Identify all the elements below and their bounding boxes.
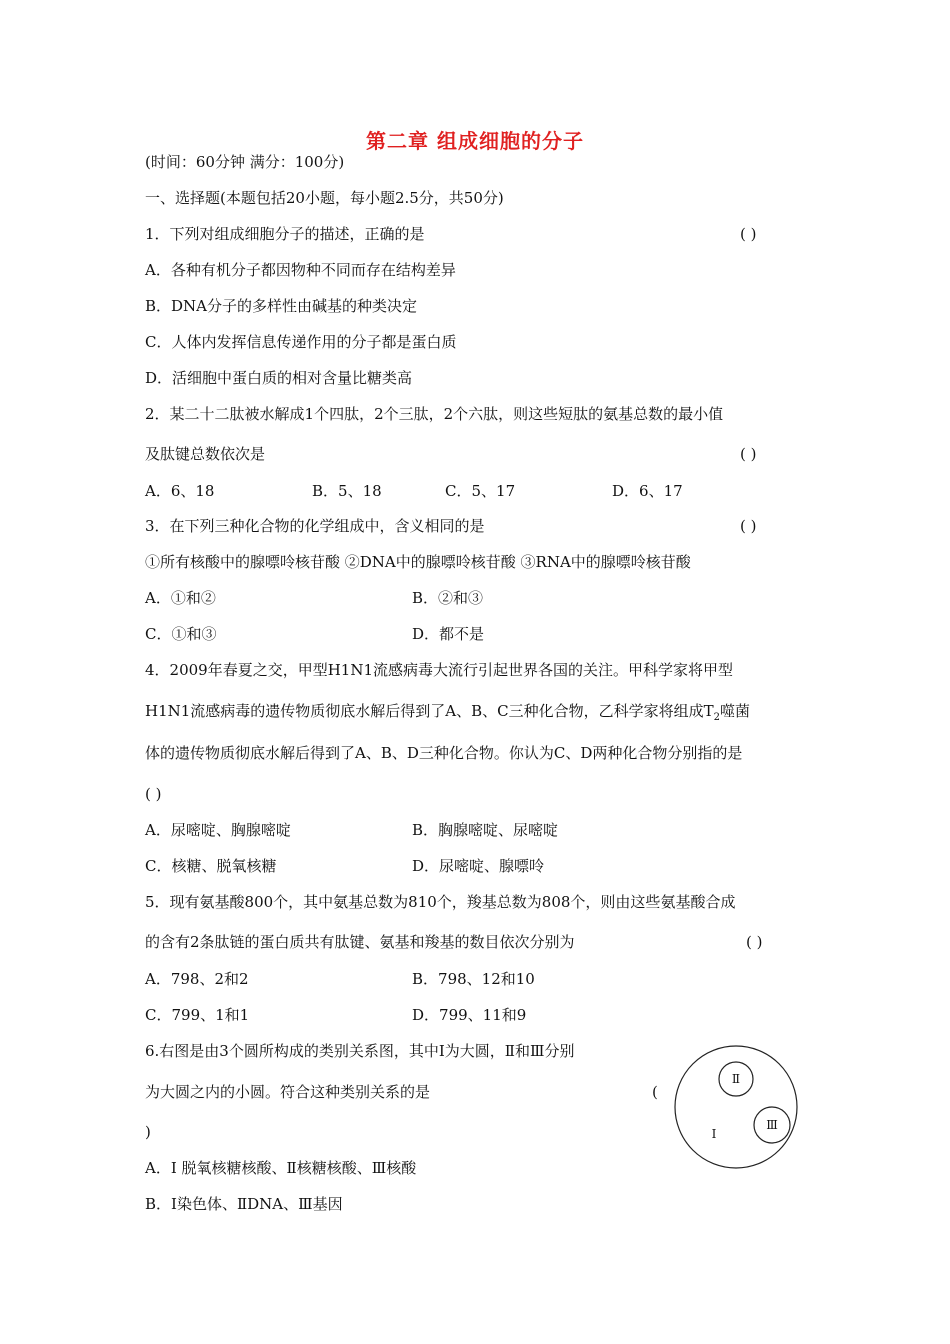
- answer-blank-2: ( ): [740, 445, 757, 463]
- answer-blank-5: ( ): [746, 933, 763, 951]
- circle-relation-diagram: [674, 1045, 798, 1169]
- q4-option-a: A．尿嘧啶、胸腺嘧啶: [145, 821, 291, 839]
- q2-option-d: D．6、17: [612, 482, 683, 500]
- q3-items: ①所有核酸中的腺嘌呤核苷酸 ②DNA中的腺嘌呤核苷酸 ③RNA中的腺嘌呤核苷酸: [145, 553, 691, 571]
- question-5-stem-line1: 5．现有氨基酸800个，其中氨基总数为810个，羧基总数为808个，则由这些氨基酸合成: [145, 893, 736, 911]
- question-3-stem: 3．在下列三种化合物的化学组成中，含义相同的是: [145, 517, 485, 535]
- q3-option-c: C．①和③: [145, 625, 217, 643]
- q1-option-b: B．DNA分子的多样性由碱基的种类决定: [145, 297, 418, 315]
- question-6-stem-line1: 6.右图是由3个圆所构成的类别关系图，其中Ⅰ为大圆，Ⅱ和Ⅲ分别: [145, 1042, 575, 1060]
- label-circle-iii: Ⅲ: [766, 1118, 778, 1132]
- q3-option-a: A．①和②: [145, 589, 216, 607]
- q6-option-b: B．Ⅰ染色体、ⅡDNA、Ⅲ基因: [145, 1195, 343, 1213]
- question-4-stem-line3: 体的遗传物质彻底水解后得到了A、B、D三种化合物。你认为C、D两种化合物分别指的是: [145, 744, 743, 762]
- question-5-stem-line2: 的含有2条肽链的蛋白质共有肽键、氨基和羧基的数目依次分别为: [145, 933, 575, 951]
- page-title: 第二章 组成细胞的分子: [366, 129, 584, 153]
- q1-option-a: A．各种有机分子都因物种不同而存在结构差异: [145, 261, 456, 279]
- question-4-stem-line1: 4．2009年春夏之交，甲型H1N1流感病毒大流行引起世界各国的关注。甲科学家将甲型: [145, 661, 734, 679]
- q4-option-c: C．核糖、脱氧核糖: [145, 857, 277, 875]
- q3-option-d: D．都不是: [412, 625, 485, 643]
- answer-blank-1: ( ): [740, 225, 757, 243]
- q5-option-a: A．798、2和2: [145, 970, 249, 988]
- q2-option-b: B．5、18: [312, 482, 382, 500]
- exam-meta: (时间：60分钟 满分：100分): [145, 153, 345, 171]
- question-6-stem-line2: 为大圆之内的小圆。符合这种类别关系的是: [145, 1083, 431, 1101]
- answer-blank-6-open: (: [652, 1083, 658, 1101]
- q2-option-a: A．6、18: [145, 482, 215, 500]
- question-2-stem-line2: 及肽键总数依次是: [145, 445, 266, 463]
- answer-blank-3: ( ): [740, 517, 757, 535]
- question-2-stem-line1: 2．某二十二肽被水解成1个四肽，2个三肽，2个六肽，则这些短肽的氨基总数的最小值: [145, 405, 724, 423]
- q4-option-d: D．尿嘧啶、腺嘌呤: [412, 857, 545, 875]
- q3-option-b: B．②和③: [412, 589, 484, 607]
- q4-option-b: B．胸腺嘧啶、尿嘧啶: [412, 821, 559, 839]
- answer-blank-6-close: ): [145, 1123, 151, 1141]
- q2-option-c: C．5、17: [445, 482, 516, 500]
- q6-option-a: A．Ⅰ 脱氧核糖核酸、Ⅱ核糖核酸、Ⅲ核酸: [145, 1159, 417, 1177]
- answer-blank-4: ( ): [145, 785, 162, 803]
- q5-option-c: C．799、1和1: [145, 1006, 250, 1024]
- q1-option-d: D．活细胞中蛋白质的相对含量比糖类高: [145, 369, 413, 387]
- q5-option-b: B．798、12和10: [412, 970, 535, 988]
- question-4-stem-line2: H1N1流感病毒的遗传物质彻底水解后得到了A、B、C三种化合物，乙科学家将组成$T_2$噬菌: [145, 702, 751, 723]
- question-1-stem: 1．下列对组成细胞分子的描述，正确的是: [145, 225, 425, 243]
- label-circle-ii: Ⅱ: [731, 1072, 741, 1086]
- section-heading: 一、选择题(本题包括20小题，每小题2.5分，共50分): [145, 189, 504, 207]
- large-circle-i: [675, 1046, 797, 1168]
- q1-option-c: C．人体内发挥信息传递作用的分子都是蛋白质: [145, 333, 457, 351]
- label-circle-i: Ⅰ: [711, 1127, 717, 1141]
- q5-option-d: D．799、11和9: [412, 1006, 527, 1024]
